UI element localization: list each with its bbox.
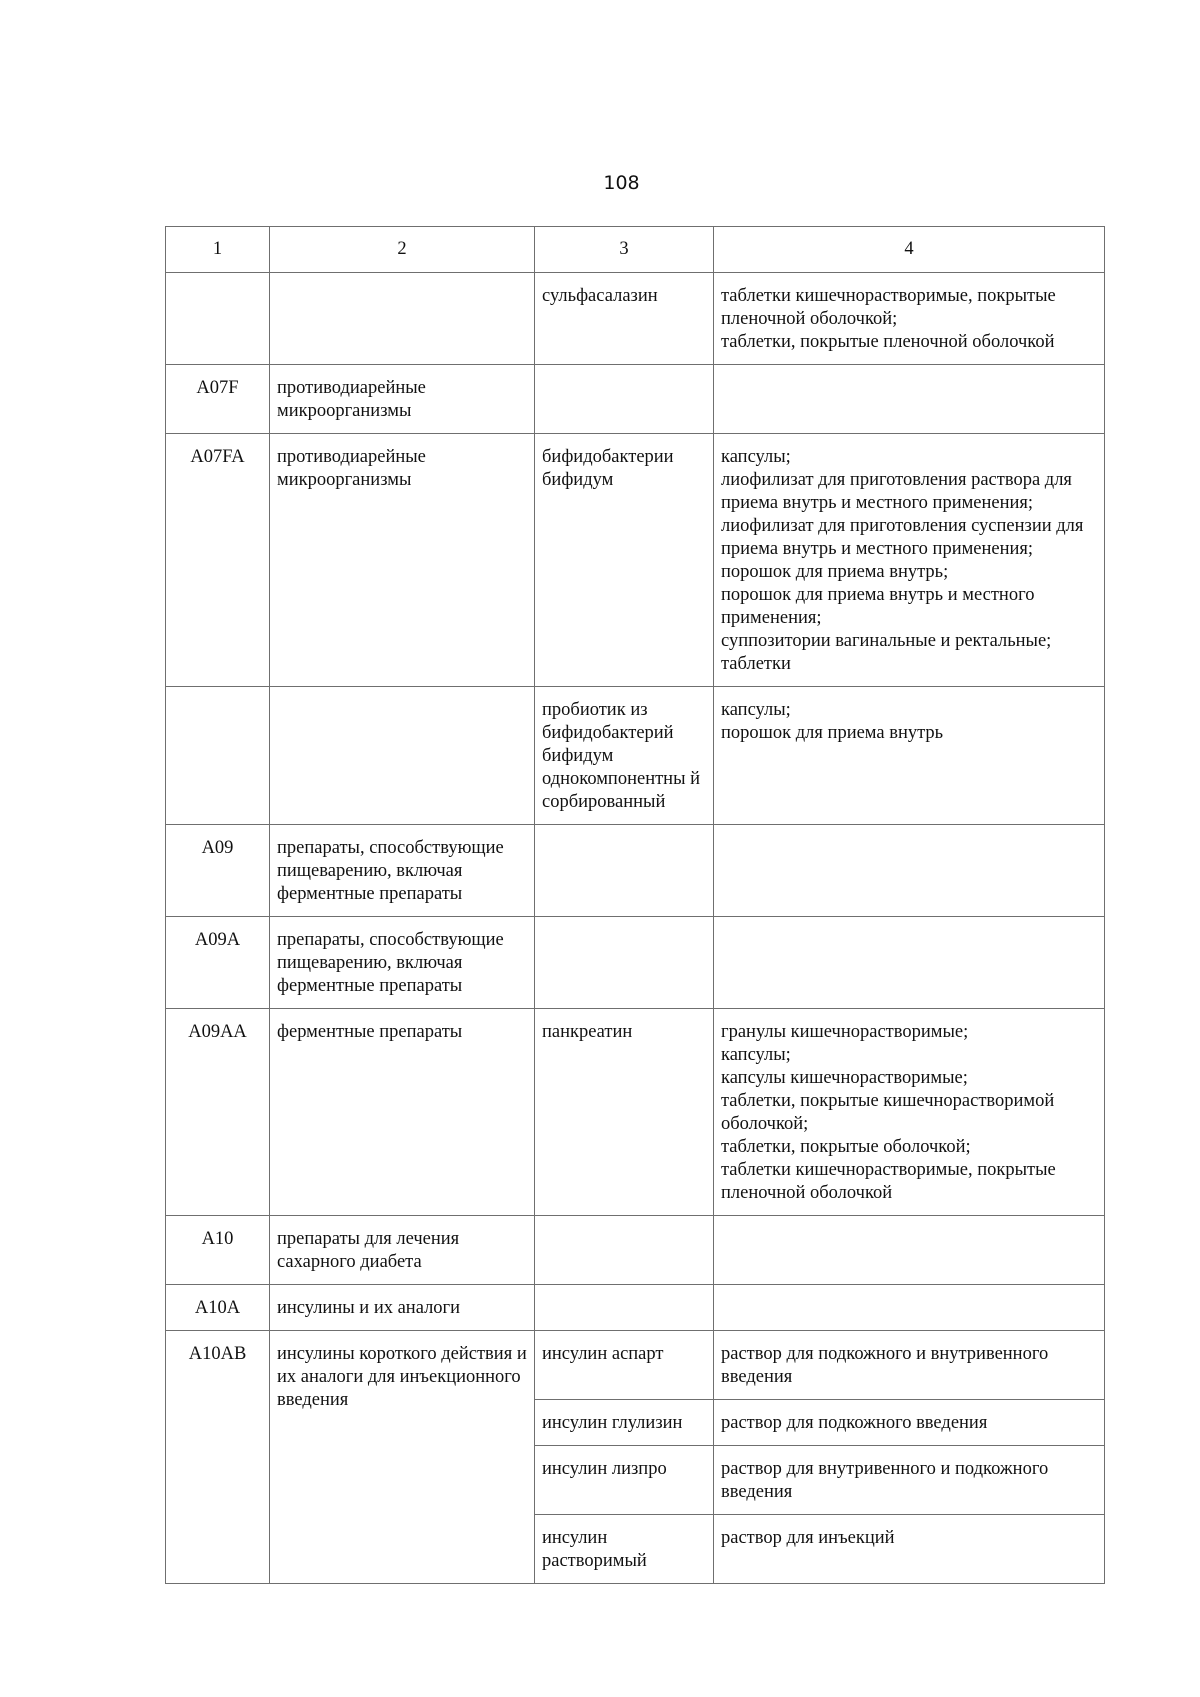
dosage-forms-cell: [714, 917, 1105, 1009]
dosage-forms-cell: [714, 1400, 1105, 1446]
dosage-forms-cell: [714, 1009, 1105, 1216]
atc-code-cell: A09AA: [166, 1009, 270, 1216]
column-header-2: 2: [270, 227, 535, 273]
dosage-form: капсулы;: [721, 1045, 791, 1065]
atc-group-cell: [270, 273, 535, 365]
table-row: [166, 825, 1105, 917]
table-row: [166, 1216, 1105, 1285]
dosage-forms-cell: [714, 825, 1105, 917]
atc-group-cell: препараты для лечения сахарного диабета: [270, 1216, 535, 1285]
dosage-forms-cell: [714, 1515, 1105, 1584]
dosage-forms-cell: [714, 434, 1105, 687]
table-row: [166, 273, 1105, 365]
dosage-form: гранулы кишечнорастворимые;: [721, 1022, 969, 1042]
table-row: [166, 917, 1105, 1009]
drug-table: [165, 226, 1105, 1584]
dosage-forms-cell: [714, 1446, 1105, 1515]
atc-code-cell: A09A: [166, 917, 270, 1009]
substance-cell: [535, 1285, 714, 1331]
dosage-form: капсулы;: [721, 700, 791, 720]
atc-group-cell: противодиарейные микроорганизмы: [270, 434, 535, 687]
substance-cell: пробиотик из бифидобактерий бифидум однокомпонентны й сорбированный: [535, 687, 714, 825]
table-header-row: [166, 227, 1105, 273]
atc-group-cell: препараты, способствующие пищеварению, включая ферментные препараты: [270, 825, 535, 917]
atc-group-cell: инсулины короткого действия и их аналоги для инъекционного введения: [270, 1331, 535, 1584]
dosage-forms-cell: [714, 365, 1105, 434]
dosage-form: таблетки кишечнорастворимые, покрытые пленочной оболочкой: [721, 1160, 1056, 1203]
table-row: [166, 1009, 1105, 1216]
dosage-form: капсулы;: [721, 447, 791, 467]
dosage-form: таблетки: [721, 654, 791, 674]
atc-code-cell: A09: [166, 825, 270, 917]
column-header-3: 3: [535, 227, 714, 273]
dosage-form: раствор для подкожного введения: [721, 1413, 988, 1433]
dosage-form: порошок для приема внутрь и местного применения;: [721, 585, 1035, 628]
substance-cell: сульфасалазин: [535, 273, 714, 365]
dosage-form: таблетки, покрытые кишечнорастворимой оболочкой;: [721, 1091, 1055, 1134]
substance-cell: инсулин лизпро: [535, 1446, 714, 1515]
atc-code-cell: A10: [166, 1216, 270, 1285]
table-row: [166, 687, 1105, 825]
atc-code-cell: [166, 273, 270, 365]
dosage-form: суппозитории вагинальные и ректальные;: [721, 631, 1052, 651]
dosage-form: раствор для внутривенного и подкожного введения: [721, 1459, 1049, 1502]
atc-group-cell: [270, 687, 535, 825]
atc-code-cell: A07F: [166, 365, 270, 434]
substance-cell: инсулин аспарт: [535, 1331, 714, 1400]
column-header-1: 1: [166, 227, 270, 273]
table-row: [166, 1285, 1105, 1331]
table-row: [166, 365, 1105, 434]
atc-group-cell: ферментные препараты: [270, 1009, 535, 1216]
substance-cell: [535, 825, 714, 917]
dosage-form: лиофилизат для приготовления суспензии для приема внутрь и местного применения;: [721, 516, 1084, 559]
dosage-form: раствор для инъекций: [721, 1528, 895, 1548]
dosage-forms-cell: [714, 1285, 1105, 1331]
atc-code-cell: A10A: [166, 1285, 270, 1331]
substance-cell: инсулин глулизин: [535, 1400, 714, 1446]
dosage-forms-cell: [714, 273, 1105, 365]
dosage-form: порошок для приема внутрь: [721, 723, 944, 743]
substance-cell: панкреатин: [535, 1009, 714, 1216]
atc-code-cell: A07FA: [166, 434, 270, 687]
dosage-form: таблетки, покрытые оболочкой;: [721, 1137, 971, 1157]
substance-cell: бифидобактерии бифидум: [535, 434, 714, 687]
dosage-form: капсулы кишечнорастворимые;: [721, 1068, 968, 1088]
dosage-forms-cell: [714, 1331, 1105, 1400]
dosage-form: лиофилизат для приготовления раствора для приема внутрь и местного применения;: [721, 470, 1072, 513]
dosage-forms-cell: [714, 1216, 1105, 1285]
substance-cell: [535, 1216, 714, 1285]
dosage-forms-cell: [714, 687, 1105, 825]
substance-cell: [535, 365, 714, 434]
atc-code-cell: [166, 687, 270, 825]
dosage-form: раствор для подкожного и внутривенного введения: [721, 1344, 1049, 1387]
drug-table-body: [166, 227, 1105, 1584]
page-number: 108: [603, 172, 640, 194]
atc-group-cell: противодиарейные микроорганизмы: [270, 365, 535, 434]
atc-code-cell: A10AB: [166, 1331, 270, 1584]
substance-cell: инсулин растворимый: [535, 1515, 714, 1584]
dosage-form: таблетки кишечнорастворимые, покрытые пленочной оболочкой;: [721, 286, 1056, 329]
table-row: [166, 434, 1105, 687]
dosage-form: таблетки, покрытые пленочной оболочкой: [721, 332, 1055, 352]
atc-group-cell: препараты, способствующие пищеварению, включая ферментные препараты: [270, 917, 535, 1009]
atc-group-cell: инсулины и их аналоги: [270, 1285, 535, 1331]
substance-cell: [535, 917, 714, 1009]
table-row: [166, 1331, 1105, 1400]
dosage-form: порошок для приема внутрь;: [721, 562, 949, 582]
column-header-4: 4: [714, 227, 1105, 273]
